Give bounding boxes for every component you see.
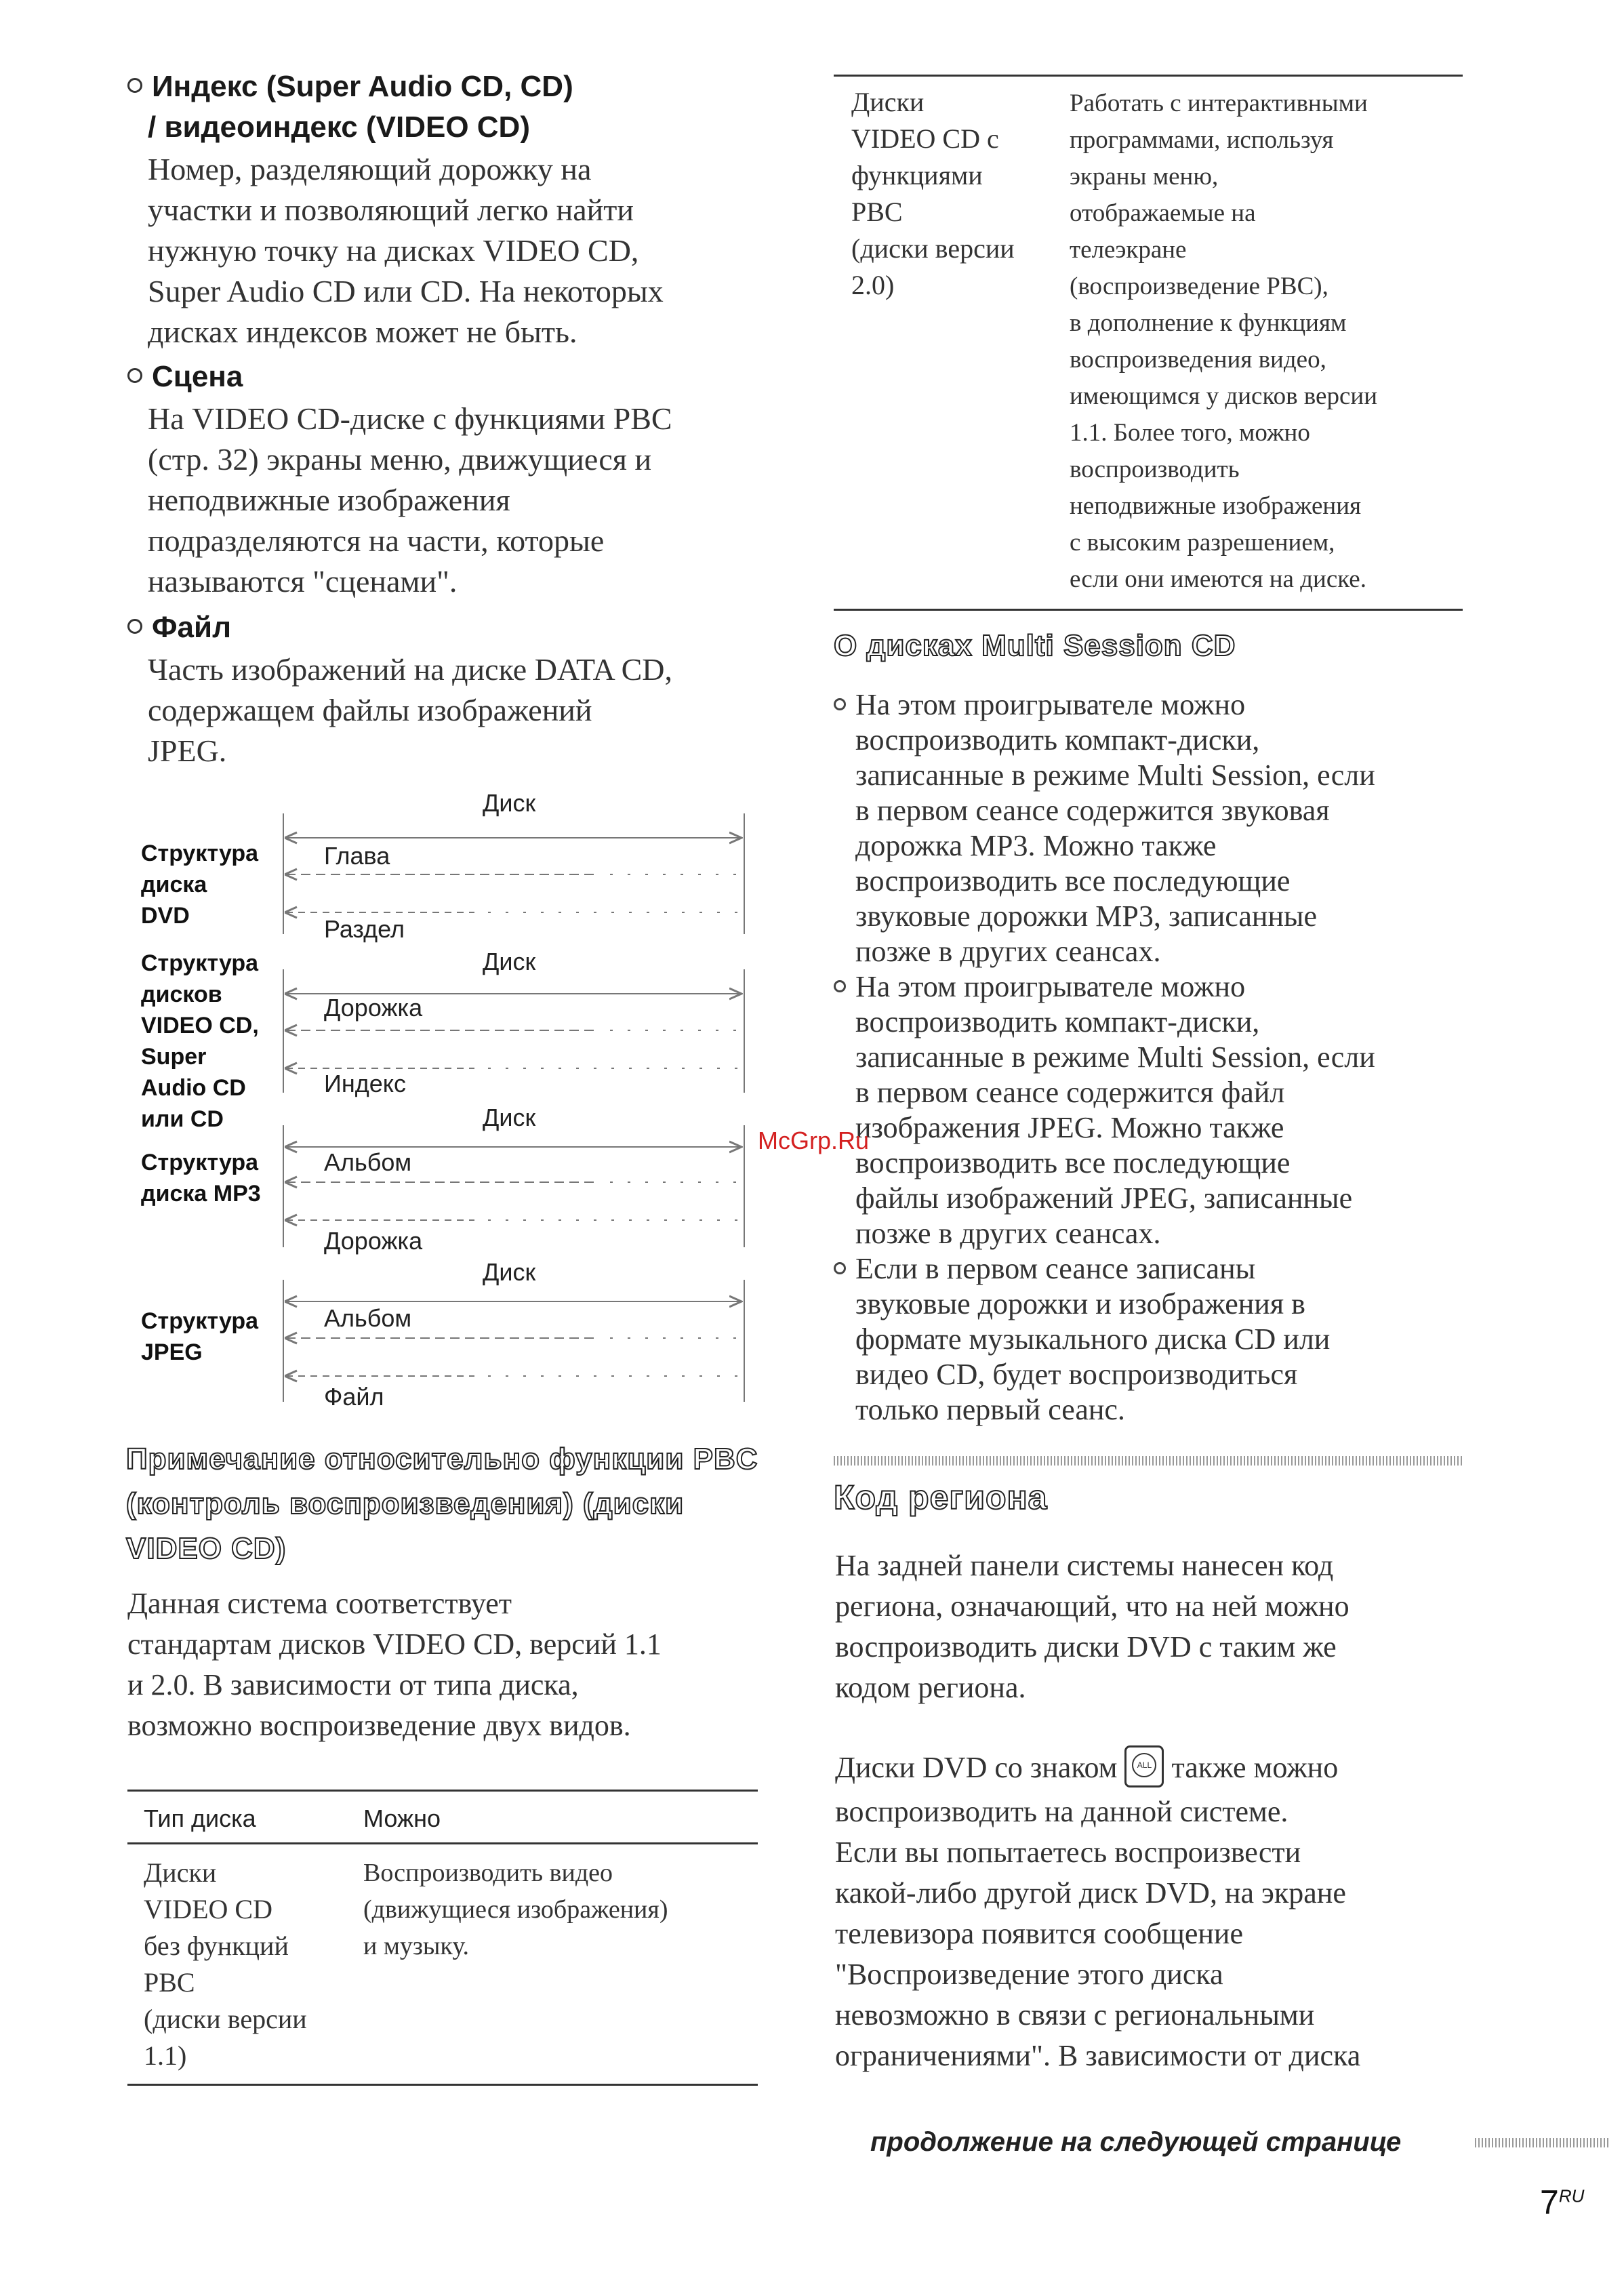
footer-hatch [1475,2138,1610,2147]
bullet-icon [834,1262,847,1276]
diagram-vcd-bottom: Индекс [324,1070,406,1097]
diagram-jpeg-label: Структура JPEG [141,1308,259,1365]
diagram-mp3-label: Структура диска MP3 [141,1150,261,1207]
table-right-bottom-rule [834,609,1463,611]
watermark: McGrp.Ru [758,1127,870,1154]
section-divider [834,1456,1463,1466]
diagram-mp3-top: Диск [483,1104,536,1131]
multisession-heading: О дисках Multi Session CD [834,629,1236,662]
table-right-top-rule [834,75,1463,77]
scene-description: На VIDEO CD-диске с функциями PBC (стр. 32) экраны меню, движущиеся и неподвижные изображения подразделяются на части, которые называются "сценами". [148,401,672,599]
multisession-bullet-1: На этом проигрывателе можно воспроизводить компакт-диски, записанные в режиме Multi Session, если в первом сеансе содержится звуковая дорожка MP3. Можно также воспроизводить все последующие звуковые дорожки MP3, записанные позже в других сеансах. [855,688,1375,968]
table-row2-disc-type: Диски VIDEO CD с функциями PBC (диски версии 2.0) [851,87,1015,300]
diagram-dvd-bottom: Раздел [324,915,405,943]
file-term: Файл [127,607,231,648]
table-header-disc-type: Тип диска [144,1804,256,1832]
bullet-icon [834,698,847,712]
page-number: $7^{RU}$ [1540,2183,1585,2221]
region-paragraph-1: На задней панели системы нанесен код региона, означающий, что на ней можно воспроизводить диски DVD с таким же кодом региона. [835,1549,1349,1704]
diagram-jpeg-top: Диск [483,1258,536,1286]
table-row1-disc-type: Диски VIDEO CD без функций PBC (диски версии 1.1) [144,1857,307,2071]
table-header-can: Можно [363,1804,441,1832]
diagram-jpeg-bottom: Файл [324,1383,384,1411]
pbc-text: Данная система соответствует стандартам дисков VIDEO CD, версий 1.1 и 2.0. В зависимости от типа диска, возможно воспроизведение двух видов. [127,1587,662,1742]
region-paragraph-2-first-line: Диски DVD со знаком ALL также можно [835,1747,1360,1792]
region-all-logo-icon: ALL [1124,1745,1164,1787]
diagram-dvd-label: Структура диска DVD [141,841,259,929]
multisession-bullet-2: На этом проигрывателе можно воспроизводить компакт-диски, записанные в режиме Multi Session, если в первом сеансе содержится файл изображения JPEG. Можно также воспроизводить все последующие файлы изображений JPEG, записанные позже в других сеансах. [855,970,1375,1250]
diagram-dvd-top: Диск [483,789,536,817]
diagram-vcd-top: Диск [483,948,536,975]
table-row2-can: Работать с интерактивными программами, используя экраны меню, отображаемые на телеэкране (воспроизведение PBC), в дополнение к функциям воспроизведения видео, имеющимся у дисков версии 1.1. Более того, можно воспроизводить неподвижные изображения с высоким разрешением, если они имеются на диске. [1070,89,1377,593]
table-header-rule [127,1842,758,1844]
table-top-rule [127,1790,758,1792]
diagram-dvd-mid: Глава [324,842,390,870]
diagram-mp3-mid: Альбом [324,1148,412,1176]
diagram-vcd-label: Структура дисков VIDEO CD, Super Audio CD или CD [141,950,259,1132]
table-bottom-rule-left [127,2084,758,2086]
index-description: Номер, разделяющий дорожку на участки и позволяющий легко найти нужную точку на дисках VIDEO CD, Super Audio CD или CD. На некоторых дисках индексов может не быть. [148,152,664,349]
multisession-bullet-3: Если в первом сеансе записаны звуковые дорожки и изображения в формате музыкального диска CD или видео CD, будет воспроизводиться только первый сеанс. [855,1252,1331,1426]
index-term-line2: / видеоиндекс (VIDEO CD) [148,110,530,144]
bullet-icon [834,980,847,994]
table-row1-can: Воспроизводить видео (движущиеся изображения) и музыку. [363,1859,668,1960]
scene-term: Сцена [127,357,243,397]
region-heading: Код региона [834,1478,1048,1516]
index-term: Индекс (Super Audio CD, CD) [127,66,573,107]
diagram-jpeg-mid: Альбом [324,1304,412,1332]
file-description: Часть изображений на диске DATA CD, содержащем файлы изображений JPEG. [148,652,673,768]
pbc-heading: Примечание относительно функции PBC (контроль воспроизведения) (диски VIDEO CD) [126,1442,758,1565]
continued-next-page: продолжение на следующей странице [870,2127,1402,2157]
diagram-mp3-bottom: Дорожка [324,1227,423,1255]
region-paragraph-2: Диски DVD со знаком ALL также можно воспроизводить на данной системе. Если вы попытаетесь воспроизвести какой-либо другой диск DVD, на экране телевизора появится сообщение "Воспроизведение этого диска невозможно в связи с региональными ограничениями". В зависимости от диска [835,1747,1360,2076]
diagram-vcd-mid: Дорожка [324,994,423,1022]
